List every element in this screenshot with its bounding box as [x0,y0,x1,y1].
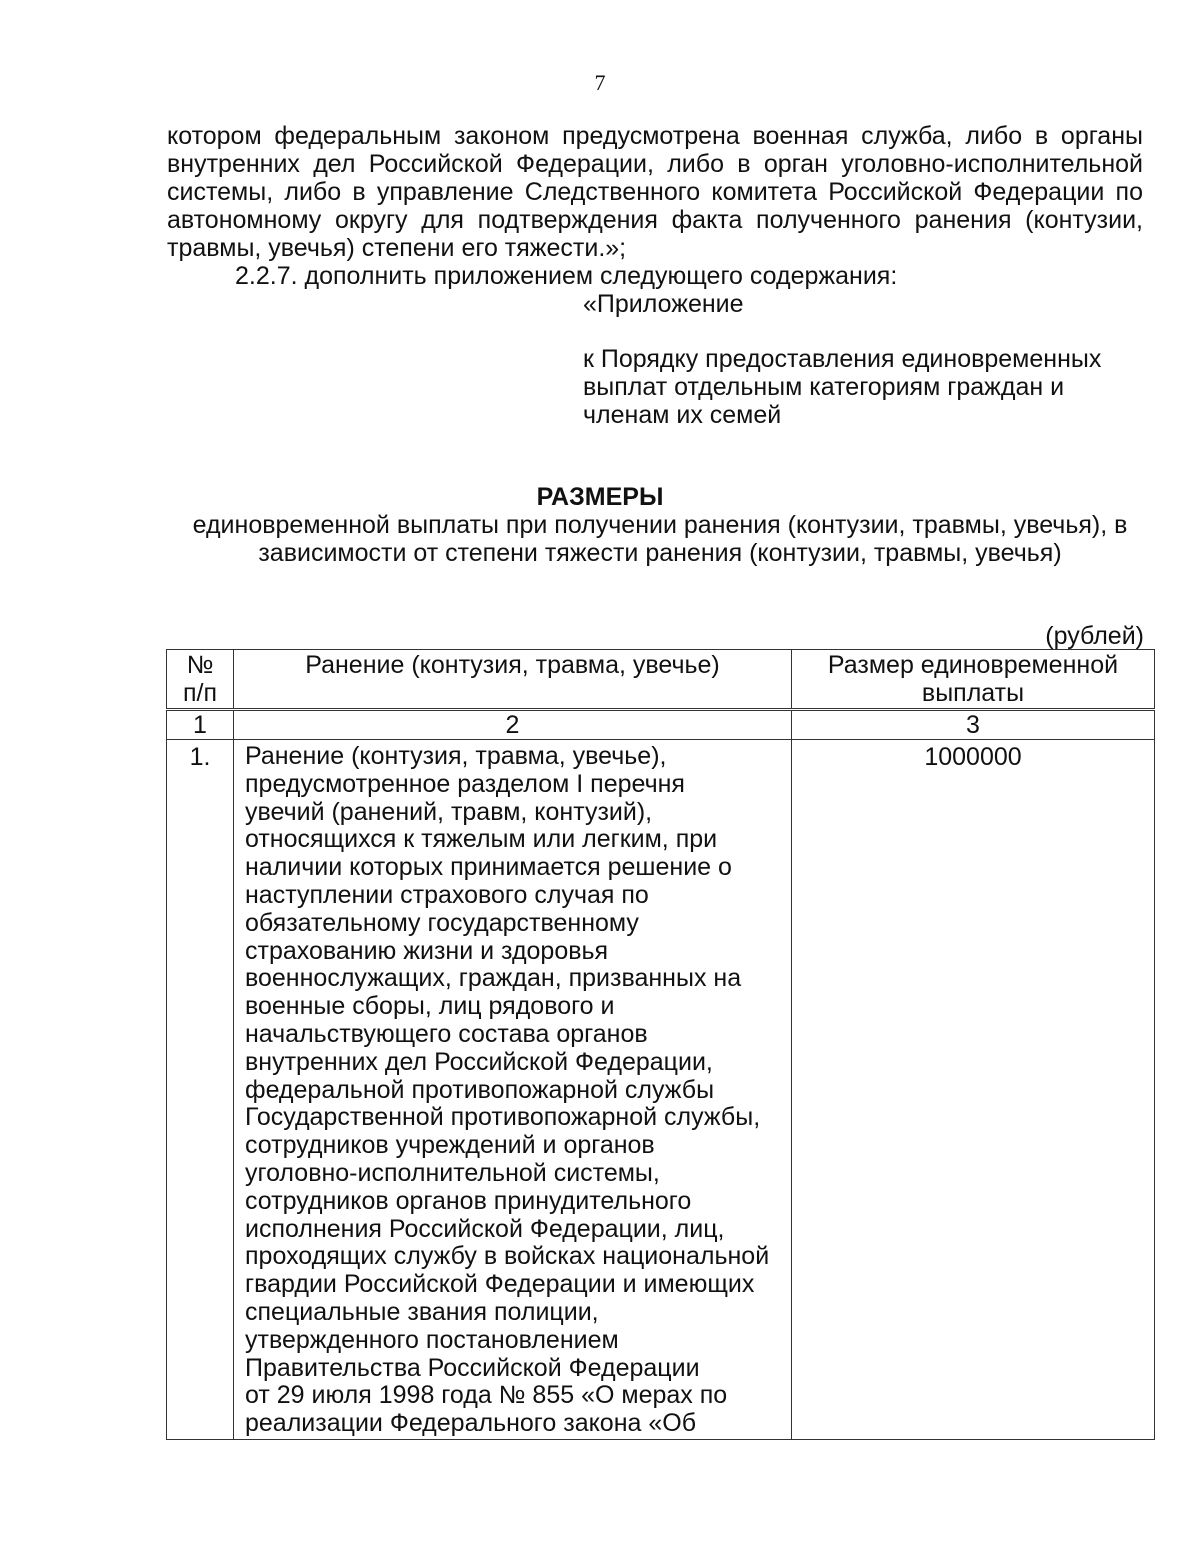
header-injury: Ранение (контузия, травма, увечье) [234,650,792,710]
description-line: реализации Федерального закона «Об [245,1409,697,1438]
description-line: военные сборы, лиц рядового и [245,992,615,1021]
description-line: гвардии Российской Федерации и имеющих [245,1270,755,1299]
amendment-line: 2.2.7. дополнить приложением следующего содержания: [235,262,898,290]
column-numbering-row [167,710,1155,740]
table-header-row [167,650,1155,710]
appendix-ref-line: выплат отдельным категориям граждан и [583,373,1065,401]
appendix-ref-line: к Порядку предоставления единовременных [583,345,1102,373]
row-amount: 1000000 [792,740,1155,1440]
description-line: страхованию жизни и здоровья [245,936,609,965]
description-line: обязательному государственному [245,908,639,937]
description-line: проходящих службу в войсках национальной [245,1242,770,1271]
column-number: 1 [167,710,234,740]
page-number: 7 [594,70,606,95]
units-label: (рублей) [1045,622,1144,650]
intro-paragraph: котором федеральным законом предусмотрена военная служба, либо в органы внутренних дел Российской Федерации, либо в орган уголовно-исполнительной системы, либо в управление Следственного комитета Российской Федерации по автономному округу для подтверждения факта полученного ранения (контузии, травмы, увечья) степени его тяжести.»; [167,122,1143,262]
payment-sizes-table [166,649,1155,1440]
description-line: исполнения Российской Федерации, лиц, [245,1214,725,1243]
header-number [167,650,234,710]
document-subheading [160,511,1160,567]
column-number: 3 [792,710,1155,740]
description-line: предусмотренное разделом I перечня [245,769,685,798]
description-line: уголовно-исполнительной системы, [245,1158,660,1187]
appendix-title-block [583,290,1143,318]
description-line: сотрудников учреждений и органов [245,1131,655,1160]
description-line: утвержденного постановлением [245,1325,619,1354]
description-line: наступлении страхового случая по [245,880,649,909]
description-line: увечий (ранений, травм, контузий), [245,797,653,826]
description-line: внутренних дел Российской Федерации, [245,1047,713,1076]
table-row [167,740,1155,1440]
subheading-line: зависимости от степени тяжести ранения (контузии, травмы, увечья) [258,539,1062,567]
description-line: относящихся к тяжелым или легким, при [245,825,718,854]
description-line: от 29 июля 1998 года № 855 «О мерах по [245,1381,728,1410]
header-amount-line: выплаты [921,679,1025,707]
header-amount-line: Размер единовременной [827,651,1119,679]
description-line: Правительства Российской Федерации [245,1353,700,1382]
row-number: 1. [167,740,234,1440]
subheading-line: единовременной выплаты при получении ранения (контузии, травмы, увечья), в [192,511,1128,539]
description-line: специальные звания полиции, [245,1297,599,1326]
intro-text [167,122,1143,290]
document-heading: РАЗМЕРЫ [536,483,664,511]
description-line: наличии которых принимается решение о [245,853,732,882]
appendix-title: «Приложение [583,290,744,318]
description-line: сотрудников органов принудительного [245,1186,692,1215]
header-amount [792,650,1155,710]
column-number: 2 [234,710,792,740]
row-description [234,740,792,1440]
appendix-reference [583,345,1143,429]
description-line: федеральной противопожарной службы [245,1075,715,1104]
appendix-ref-line: членам их семей [583,401,782,429]
description-line: начальствующего состава органов [245,1019,648,1048]
header-number-line: № [186,651,214,679]
description-line: военнослужащих, граждан, призванных на [245,964,742,993]
description-line: Ранение (контузия, травма, увечье), [245,742,667,770]
header-number-line: п/п [182,679,218,707]
description-line: Государственной противопожарной службы, [245,1103,761,1132]
